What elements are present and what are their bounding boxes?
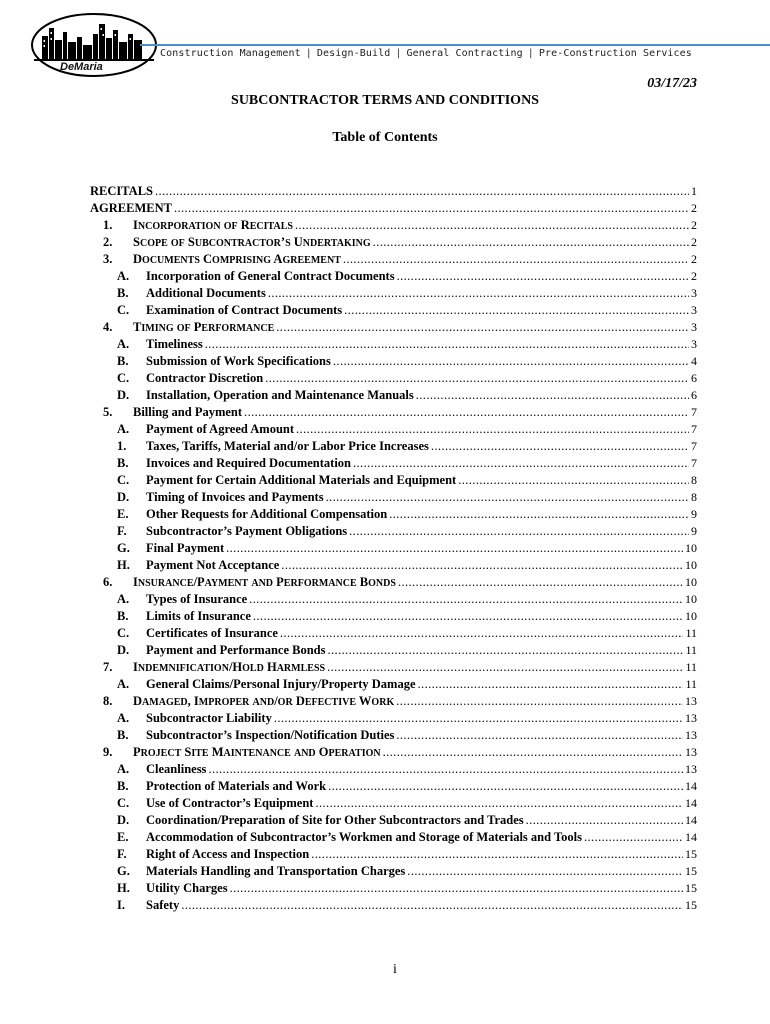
dot-leader — [253, 608, 683, 625]
dot-leader — [353, 455, 689, 472]
toc-entry-title: Right of Access and Inspection — [146, 847, 310, 861]
dot-leader — [349, 523, 689, 540]
toc-entry-page: 13 — [685, 745, 697, 759]
dot-leader — [344, 302, 689, 319]
toc-entry-title: Cleanliness — [146, 762, 207, 776]
dot-leader — [276, 319, 689, 336]
toc-entry[interactable] — [90, 625, 697, 642]
toc-entry-number: A. — [117, 711, 130, 725]
toc-entry-title: Additional Documents — [146, 286, 266, 300]
toc-entry[interactable] — [90, 897, 697, 914]
toc-entry-number: H. — [117, 881, 130, 895]
toc-entry-title: Billing and Payment — [133, 405, 243, 419]
toc-entry-number: E. — [117, 830, 129, 844]
service-item: General Contracting — [406, 48, 523, 59]
dot-leader — [328, 778, 683, 795]
toc-entry-page: 2 — [691, 252, 697, 266]
toc-entry-title: Accommodation of Subcontractor’s Workmen and Storage of Materials and Tools — [146, 830, 582, 844]
toc-entry[interactable] — [90, 761, 697, 778]
toc-entry-number: F. — [117, 847, 127, 861]
toc-entry-title: Safety — [146, 898, 180, 912]
toc-entry-number: B. — [117, 728, 129, 742]
toc-entry-page: 10 — [685, 558, 697, 572]
toc-entry-title: Protection of Materials and Work — [146, 779, 327, 793]
dot-leader — [373, 234, 689, 251]
toc-entry-title: INDEMNIFICATION/HOLD HARMLESS — [133, 660, 326, 674]
toc-entry[interactable] — [90, 506, 697, 523]
toc-entry-page: 3 — [691, 286, 697, 300]
dot-leader — [315, 795, 683, 812]
toc-entry-page: 6 — [691, 388, 697, 402]
toc-entry-number: B. — [117, 354, 129, 368]
toc-entry-number: 6. — [103, 575, 113, 589]
toc-entry-page: 7 — [691, 422, 697, 436]
dot-leader — [268, 285, 689, 302]
toc-entry[interactable] — [90, 336, 697, 353]
toc-entry-title: Contractor Discretion — [146, 371, 264, 385]
toc-entry-title: Types of Insurance — [146, 592, 248, 606]
toc-entry-page: 10 — [685, 609, 697, 623]
toc-entry-page: 13 — [685, 711, 697, 725]
toc-entry-number: C. — [117, 473, 130, 487]
toc-entry-page: 2 — [691, 201, 697, 215]
toc-entry-title: PROJECT SITE MAINTENANCE AND OPERATION — [133, 745, 381, 759]
toc-entry[interactable] — [90, 251, 697, 268]
toc-entry-page: 13 — [685, 694, 697, 708]
service-item: Construction Management — [160, 48, 301, 59]
toc-entry-title: Certificates of Insurance — [146, 626, 278, 640]
toc-entry-title: Coordination/Preparation of Site for Other Subcontractors and Trades — [146, 813, 524, 827]
dot-leader — [397, 268, 689, 285]
dot-leader — [407, 863, 683, 880]
toc-entry-number: 1. — [103, 218, 113, 232]
dot-leader — [265, 370, 689, 387]
letterhead — [0, 0, 770, 90]
toc-entry[interactable] — [90, 404, 697, 421]
dot-leader — [249, 591, 683, 608]
toc-entry-number: B. — [117, 456, 129, 470]
toc-entry-page: 10 — [685, 592, 697, 606]
dot-leader — [208, 761, 683, 778]
dot-leader — [343, 251, 689, 268]
toc-entry-page: 15 — [685, 847, 697, 861]
toc-entry-number: A. — [117, 762, 130, 776]
toc-entry[interactable] — [90, 591, 697, 608]
toc-entry-title: Utility Charges — [146, 881, 228, 895]
dot-leader — [274, 710, 683, 727]
toc-entry[interactable] — [90, 200, 697, 217]
dot-leader — [230, 880, 683, 897]
toc-entry-title: Payment Not Acceptance — [146, 558, 280, 572]
toc-entry[interactable] — [90, 778, 697, 795]
toc-entry[interactable] — [90, 863, 697, 880]
dot-leader — [584, 829, 683, 846]
toc-entry[interactable] — [90, 217, 697, 234]
toc-entry-page: 9 — [691, 524, 697, 538]
toc-entry-title: Final Payment — [146, 541, 225, 555]
dot-leader — [155, 183, 689, 200]
toc-entry-page: 15 — [685, 881, 697, 895]
toc-entry-page: 13 — [685, 728, 697, 742]
toc-entry[interactable] — [90, 438, 697, 455]
dot-leader — [396, 727, 683, 744]
toc-entry-page: 15 — [685, 898, 697, 912]
toc-entry-page: 14 — [685, 813, 697, 827]
toc-entry[interactable] — [90, 285, 697, 302]
toc-entry-title: Incorporation of General Contract Documents — [146, 269, 395, 283]
dot-leader — [326, 489, 689, 506]
toc-entry[interactable] — [90, 455, 697, 472]
toc-entry-number: E. — [117, 507, 129, 521]
toc-entry[interactable] — [90, 472, 697, 489]
toc-heading: Table of Contents — [332, 130, 438, 145]
dot-leader — [296, 421, 689, 438]
toc-entry-number: 2. — [103, 235, 113, 249]
dot-leader — [205, 336, 689, 353]
toc-entry-page: 8 — [691, 473, 697, 487]
toc-entry-title: SCOPE OF SUBCONTRACTOR’S UNDERTAKING — [133, 235, 371, 249]
toc-entry[interactable] — [90, 489, 697, 506]
dot-leader — [328, 642, 684, 659]
toc-entry-title: Examination of Contract Documents — [146, 303, 343, 317]
toc-entry[interactable] — [90, 302, 697, 319]
toc-entry[interactable] — [90, 659, 697, 676]
toc-entry-number: 4. — [103, 320, 113, 334]
dot-leader — [226, 540, 683, 557]
toc-entry-number: B. — [117, 609, 129, 623]
toc-entry[interactable] — [90, 540, 697, 557]
toc-entry[interactable] — [90, 710, 697, 727]
toc-entry[interactable] — [90, 880, 697, 897]
toc-entry-title: Materials Handling and Transportation Charges — [146, 864, 406, 878]
separator: | — [395, 48, 402, 59]
page-number: i — [393, 962, 397, 977]
toc-entry-number: 5. — [103, 405, 113, 419]
toc-entry-title: Subcontractor’s Payment Obligations — [146, 524, 348, 538]
toc-entry-number: D. — [117, 643, 130, 657]
dot-leader — [174, 200, 689, 217]
toc-entry[interactable] — [90, 744, 697, 761]
toc-entry-page: 7 — [691, 405, 697, 419]
toc-entry[interactable] — [90, 234, 697, 251]
toc-entry-title: Payment for Certain Additional Materials and Equipment — [146, 473, 457, 487]
toc-entry-number: B. — [117, 779, 129, 793]
toc-entry-title: DOCUMENTS COMPRISING AGREEMENT — [133, 252, 341, 266]
toc-entry-title: Payment of Agreed Amount — [146, 422, 295, 436]
toc-entry[interactable] — [90, 795, 697, 812]
document-date: 03/17/23 — [647, 76, 697, 91]
toc-entry[interactable] — [90, 523, 697, 540]
dot-leader — [333, 353, 689, 370]
dot-leader — [526, 812, 683, 829]
toc-entry-page: 15 — [685, 864, 697, 878]
toc-entry[interactable] — [90, 812, 697, 829]
toc-entry-title: Invoices and Required Documentation — [146, 456, 351, 470]
dot-leader — [311, 846, 683, 863]
dot-leader — [396, 693, 683, 710]
toc-entry[interactable] — [90, 642, 697, 659]
toc-entry-number: A. — [117, 422, 130, 436]
toc-entry-page: 11 — [685, 677, 697, 691]
toc-entry-page: 8 — [691, 490, 697, 504]
toc-entry-page: 13 — [685, 762, 697, 776]
toc-entry[interactable] — [90, 370, 697, 387]
toc-entry[interactable] — [90, 829, 697, 846]
dot-leader — [383, 744, 683, 761]
toc-entry-page: 11 — [685, 643, 697, 657]
service-item: Design-Build — [316, 48, 391, 59]
toc-entry-title: RECITALS — [90, 184, 153, 198]
toc-entry-page: 14 — [685, 779, 697, 793]
toc-entry[interactable] — [90, 421, 697, 438]
toc-entry-number: C. — [117, 303, 130, 317]
toc-entry-page: 11 — [685, 660, 697, 674]
toc-entry-number: D. — [117, 490, 130, 504]
toc-entry-title: TIMING OF PERFORMANCE — [133, 320, 275, 334]
toc-entry-title: General Claims/Personal Injury/Property Damage — [146, 677, 416, 691]
toc-entry-title: Taxes, Tariffs, Material and/or Labor Price Increases — [146, 439, 429, 453]
toc-entry-title: Submission of Work Specifications — [146, 354, 331, 368]
toc-entry-number: C. — [117, 796, 130, 810]
toc-entry[interactable] — [90, 676, 697, 693]
toc-entry-title: Installation, Operation and Maintenance Manuals — [146, 388, 414, 402]
toc-entry[interactable] — [90, 268, 697, 285]
toc-entry-number: A. — [117, 337, 130, 351]
toc-entry[interactable] — [90, 557, 697, 574]
document-title: SUBCONTRACTOR TERMS AND CONDITIONS — [231, 93, 539, 108]
dot-leader — [295, 217, 689, 234]
toc-entry-number: A. — [117, 677, 130, 691]
toc-entry-page: 1 — [691, 184, 697, 198]
toc-entry-title: Timeliness — [146, 337, 203, 351]
toc-entry-title: INSURANCE/PAYMENT AND PERFORMANCE BONDS — [133, 575, 396, 589]
toc-entry[interactable] — [90, 727, 697, 744]
toc-entry[interactable] — [90, 183, 697, 200]
toc-entry[interactable] — [90, 846, 697, 863]
toc-entry[interactable] — [90, 608, 697, 625]
toc-entry-number: B. — [117, 286, 129, 300]
table-of-contents — [90, 183, 697, 914]
toc-entry-number: A. — [117, 269, 130, 283]
toc-entry-number: C. — [117, 371, 130, 385]
toc-entry-title: Use of Contractor’s Equipment — [146, 796, 314, 810]
toc-entry-number: D. — [117, 388, 130, 402]
toc-entry[interactable] — [90, 574, 697, 591]
toc-entry-number: G. — [117, 864, 130, 878]
toc-entry-number: H. — [117, 558, 130, 572]
dot-leader — [281, 557, 683, 574]
dot-leader — [389, 506, 689, 523]
toc-entry-page: 7 — [691, 456, 697, 470]
dot-leader — [280, 625, 684, 642]
toc-entry-title: AGREEMENT — [90, 201, 172, 215]
toc-entry-number: 7. — [103, 660, 113, 674]
dot-leader — [418, 676, 684, 693]
toc-entry-number: 8. — [103, 694, 113, 708]
toc-entry-page: 3 — [691, 337, 697, 351]
toc-entry-title: Subcontractor Liability — [146, 711, 272, 725]
separator: | — [305, 48, 312, 59]
toc-entry-number: F. — [117, 524, 127, 538]
toc-entry-title: Limits of Insurance — [146, 609, 251, 623]
dot-leader — [181, 897, 683, 914]
toc-entry-page: 3 — [691, 320, 697, 334]
toc-entry-page: 2 — [691, 269, 697, 283]
toc-entry-page: 10 — [685, 575, 697, 589]
toc-entry-number: C. — [117, 626, 130, 640]
toc-entry-title: DAMAGED, IMPROPER AND/OR DEFECTIVE WORK — [133, 694, 395, 708]
toc-entry-page: 7 — [691, 439, 697, 453]
toc-entry-page: 11 — [685, 626, 697, 640]
toc-entry[interactable] — [90, 387, 697, 404]
toc-entry-number: 3. — [103, 252, 113, 266]
toc-entry-title: INCORPORATION OF RECITALS — [133, 218, 293, 232]
toc-entry-title: Payment and Performance Bonds — [146, 643, 326, 657]
services-line — [160, 48, 692, 59]
toc-entry-number: I. — [117, 898, 125, 912]
toc-entry-number: 9. — [103, 745, 113, 759]
toc-entry-page: 10 — [685, 541, 697, 555]
toc-entry[interactable] — [90, 353, 697, 370]
toc-entry-page: 2 — [691, 218, 697, 232]
toc-entry-page: 9 — [691, 507, 697, 521]
toc-entry-page: 3 — [691, 303, 697, 317]
toc-entry-page: 2 — [691, 235, 697, 249]
dot-leader — [416, 387, 689, 404]
toc-entry-number: G. — [117, 541, 130, 555]
logo-wordmark: DeMaria — [60, 61, 103, 73]
toc-entry-number: D. — [117, 813, 130, 827]
dot-leader — [244, 404, 689, 421]
toc-entry[interactable] — [90, 319, 697, 336]
service-item: Pre-Construction Services — [538, 48, 692, 59]
toc-entry-title: Other Requests for Additional Compensation — [146, 507, 388, 521]
toc-entry[interactable] — [90, 693, 697, 710]
toc-entry-page: 6 — [691, 371, 697, 385]
separator: | — [527, 48, 534, 59]
toc-entry-title: Subcontractor’s Inspection/Notification Duties — [146, 728, 395, 742]
toc-entry-page: 4 — [691, 354, 697, 368]
toc-entry-number: A. — [117, 592, 130, 606]
header-rule — [140, 44, 770, 46]
dot-leader — [431, 438, 689, 455]
dot-leader — [327, 659, 683, 676]
toc-entry-page: 14 — [685, 830, 697, 844]
toc-entry-title: Timing of Invoices and Payments — [146, 490, 324, 504]
toc-entry-page: 14 — [685, 796, 697, 810]
dot-leader — [398, 574, 683, 591]
toc-entry-number: 1. — [117, 439, 127, 453]
dot-leader — [458, 472, 689, 489]
